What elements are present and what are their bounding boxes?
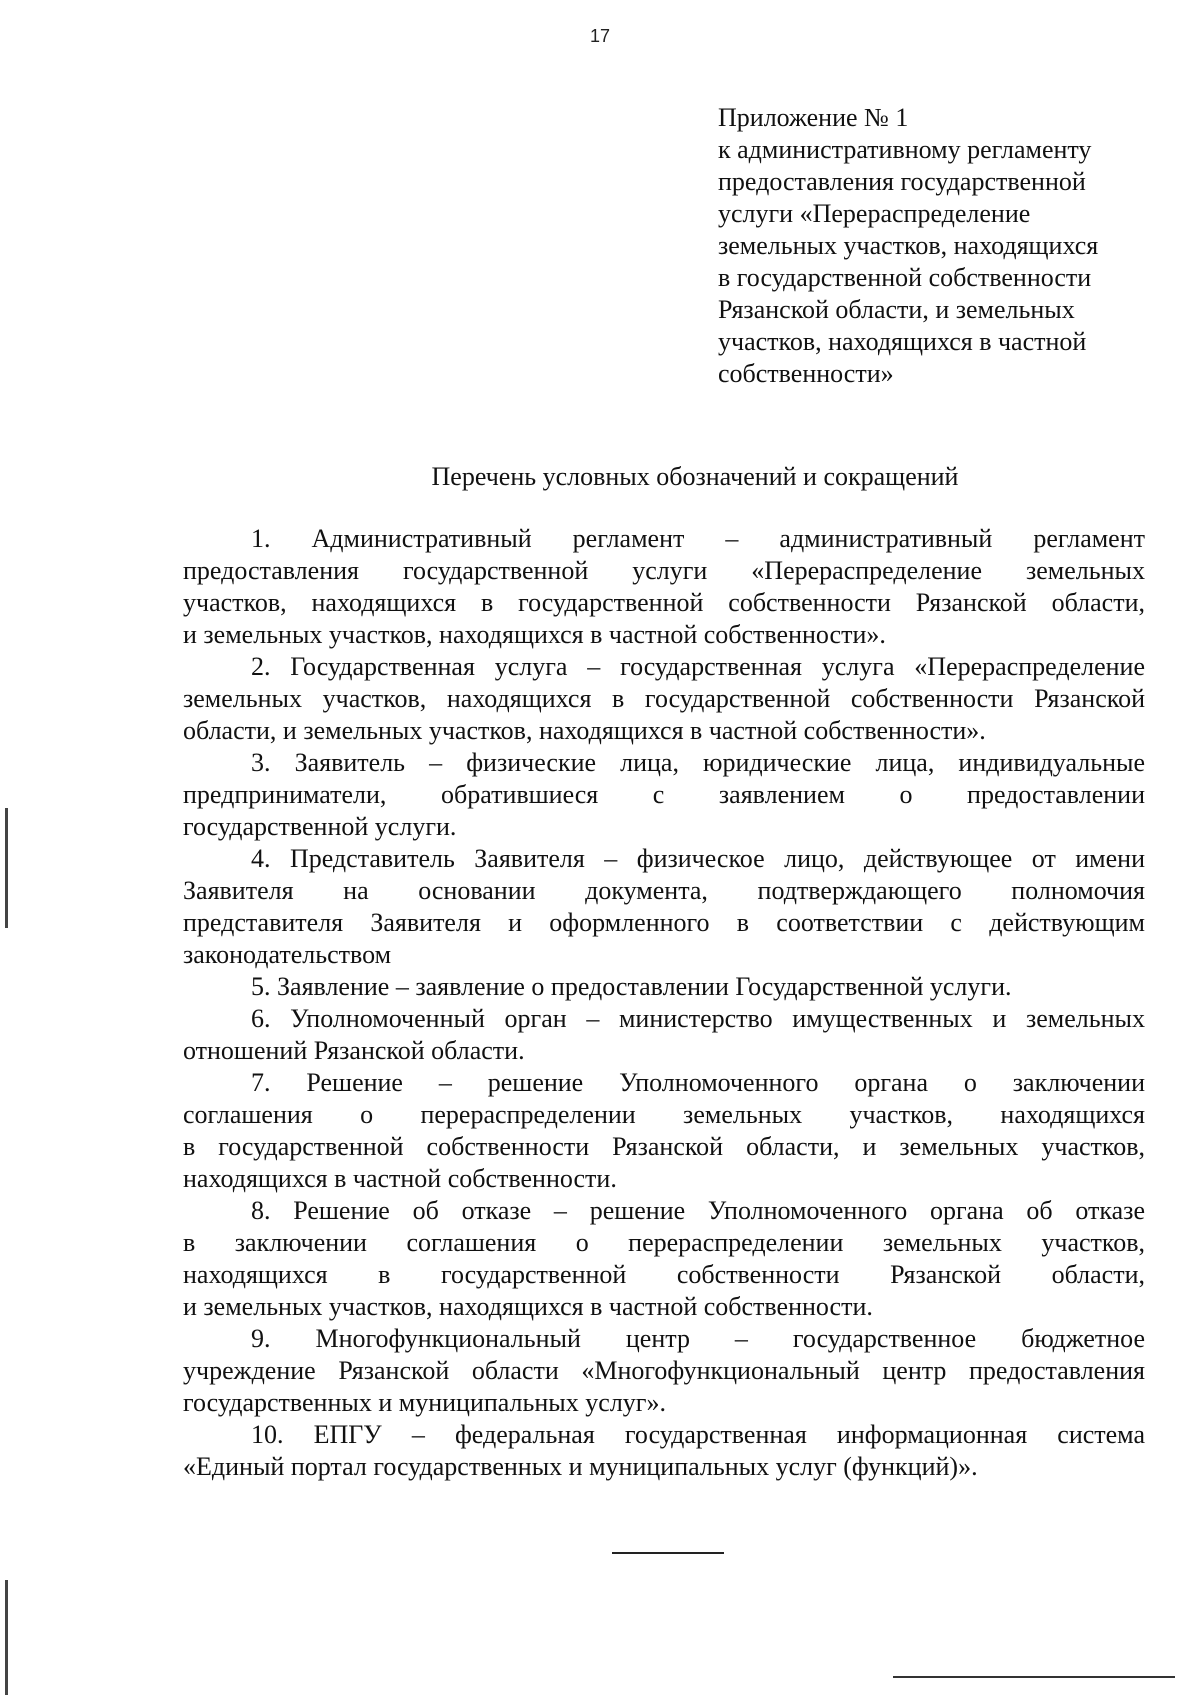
item-line: «Единый портал государственных и муниципальных услуг (функций)». [183, 1452, 978, 1481]
page-number: 17 [589, 26, 611, 46]
list-item-5 [183, 971, 1145, 1003]
item-line: участков, находящихся в государственной собственности Рязанской области, [183, 588, 1145, 617]
item-line: 5. Заявление – заявление о предоставлении Государственной услуги. [251, 972, 1012, 1001]
appendix-line: услуги «Перераспределение [718, 199, 1031, 228]
item-line: в заключении соглашения о перераспределении земельных участков, [183, 1228, 1145, 1257]
item-line: 1. Административный регламент – административный регламент [251, 524, 1145, 553]
item-line: 3. Заявитель – физические лица, юридические лица, индивидуальные [251, 748, 1145, 777]
item-line: 2. Государственная услуга – государственная услуга «Перераспределение [251, 652, 1145, 681]
end-separator-line [612, 1552, 724, 1554]
appendix-line: собственности» [718, 359, 894, 388]
item-line: отношений Рязанской области. [183, 1036, 525, 1065]
scan-edge-mark [5, 1580, 8, 1695]
appendix-line: в государственной собственности [718, 263, 1092, 292]
appendix-line: к административному регламенту [718, 135, 1092, 164]
item-line: находящихся в частной собственности. [183, 1164, 617, 1193]
list-item-6 [183, 1003, 1145, 1067]
appendix-heading [718, 102, 1158, 390]
item-line: соглашения о перераспределении земельных участков, находящихся [183, 1100, 1145, 1129]
item-line: земельных участков, находящихся в государственной собственности Рязанской [183, 684, 1145, 713]
item-line: учреждение Рязанской области «Многофункциональный центр предоставления [183, 1356, 1145, 1385]
list-item-2 [183, 651, 1145, 747]
item-line: 4. Представитель Заявителя – физическое лицо, действующее от имени [251, 844, 1145, 873]
list-item-1 [183, 523, 1145, 651]
list-item-4 [183, 843, 1145, 971]
appendix-line: Рязанской области, и земельных [718, 295, 1075, 324]
scan-edge-mark [5, 808, 8, 928]
list-title: Перечень условных обозначений и сокращений [431, 462, 959, 491]
item-line: 9. Многофункциональный центр – государственное бюджетное [251, 1324, 1145, 1353]
list-item-8 [183, 1195, 1145, 1323]
appendix-line: предоставления государственной [718, 167, 1086, 196]
item-line: 6. Уполномоченный орган – министерство имущественных и земельных [251, 1004, 1145, 1033]
item-line: законодательством [183, 940, 392, 969]
appendix-line: участков, находящихся в частной [718, 327, 1087, 356]
item-line: государственной услуги. [183, 812, 457, 841]
footer-rule [893, 1676, 1175, 1678]
list-item-3 [183, 747, 1145, 843]
item-line: государственных и муниципальных услуг». [183, 1388, 666, 1417]
item-line: находящихся в государственной собственности Рязанской области, [183, 1260, 1145, 1289]
item-line: предоставления государственной услуги «Перераспределение земельных [183, 556, 1145, 585]
item-line: предприниматели, обратившиеся с заявлением о предоставлении [183, 780, 1145, 809]
item-line: 8. Решение об отказе – решение Уполномоченного органа об отказе [251, 1196, 1145, 1225]
item-line: представителя Заявителя и оформленного в соответствии с действующим [183, 908, 1145, 937]
item-line: и земельных участков, находящихся в частной собственности. [183, 1292, 873, 1321]
list-item-9 [183, 1323, 1145, 1419]
item-line: 7. Решение – решение Уполномоченного органа о заключении [251, 1068, 1145, 1097]
list-item-7 [183, 1067, 1145, 1195]
item-line: в государственной собственности Рязанской области, и земельных участков, [183, 1132, 1145, 1161]
appendix-line: земельных участков, находящихся [718, 231, 1099, 260]
item-line: области, и земельных участков, находящихся в частной собственности». [183, 716, 986, 745]
item-line: и земельных участков, находящихся в частной собственности». [183, 620, 886, 649]
abbreviation-list [183, 523, 1145, 1483]
list-item-10 [183, 1419, 1145, 1483]
item-line: 10. ЕПГУ – федеральная государственная информационная система [251, 1420, 1145, 1449]
appendix-line: Приложение № 1 [718, 103, 909, 132]
item-line: Заявителя на основании документа, подтверждающего полномочия [183, 876, 1145, 905]
